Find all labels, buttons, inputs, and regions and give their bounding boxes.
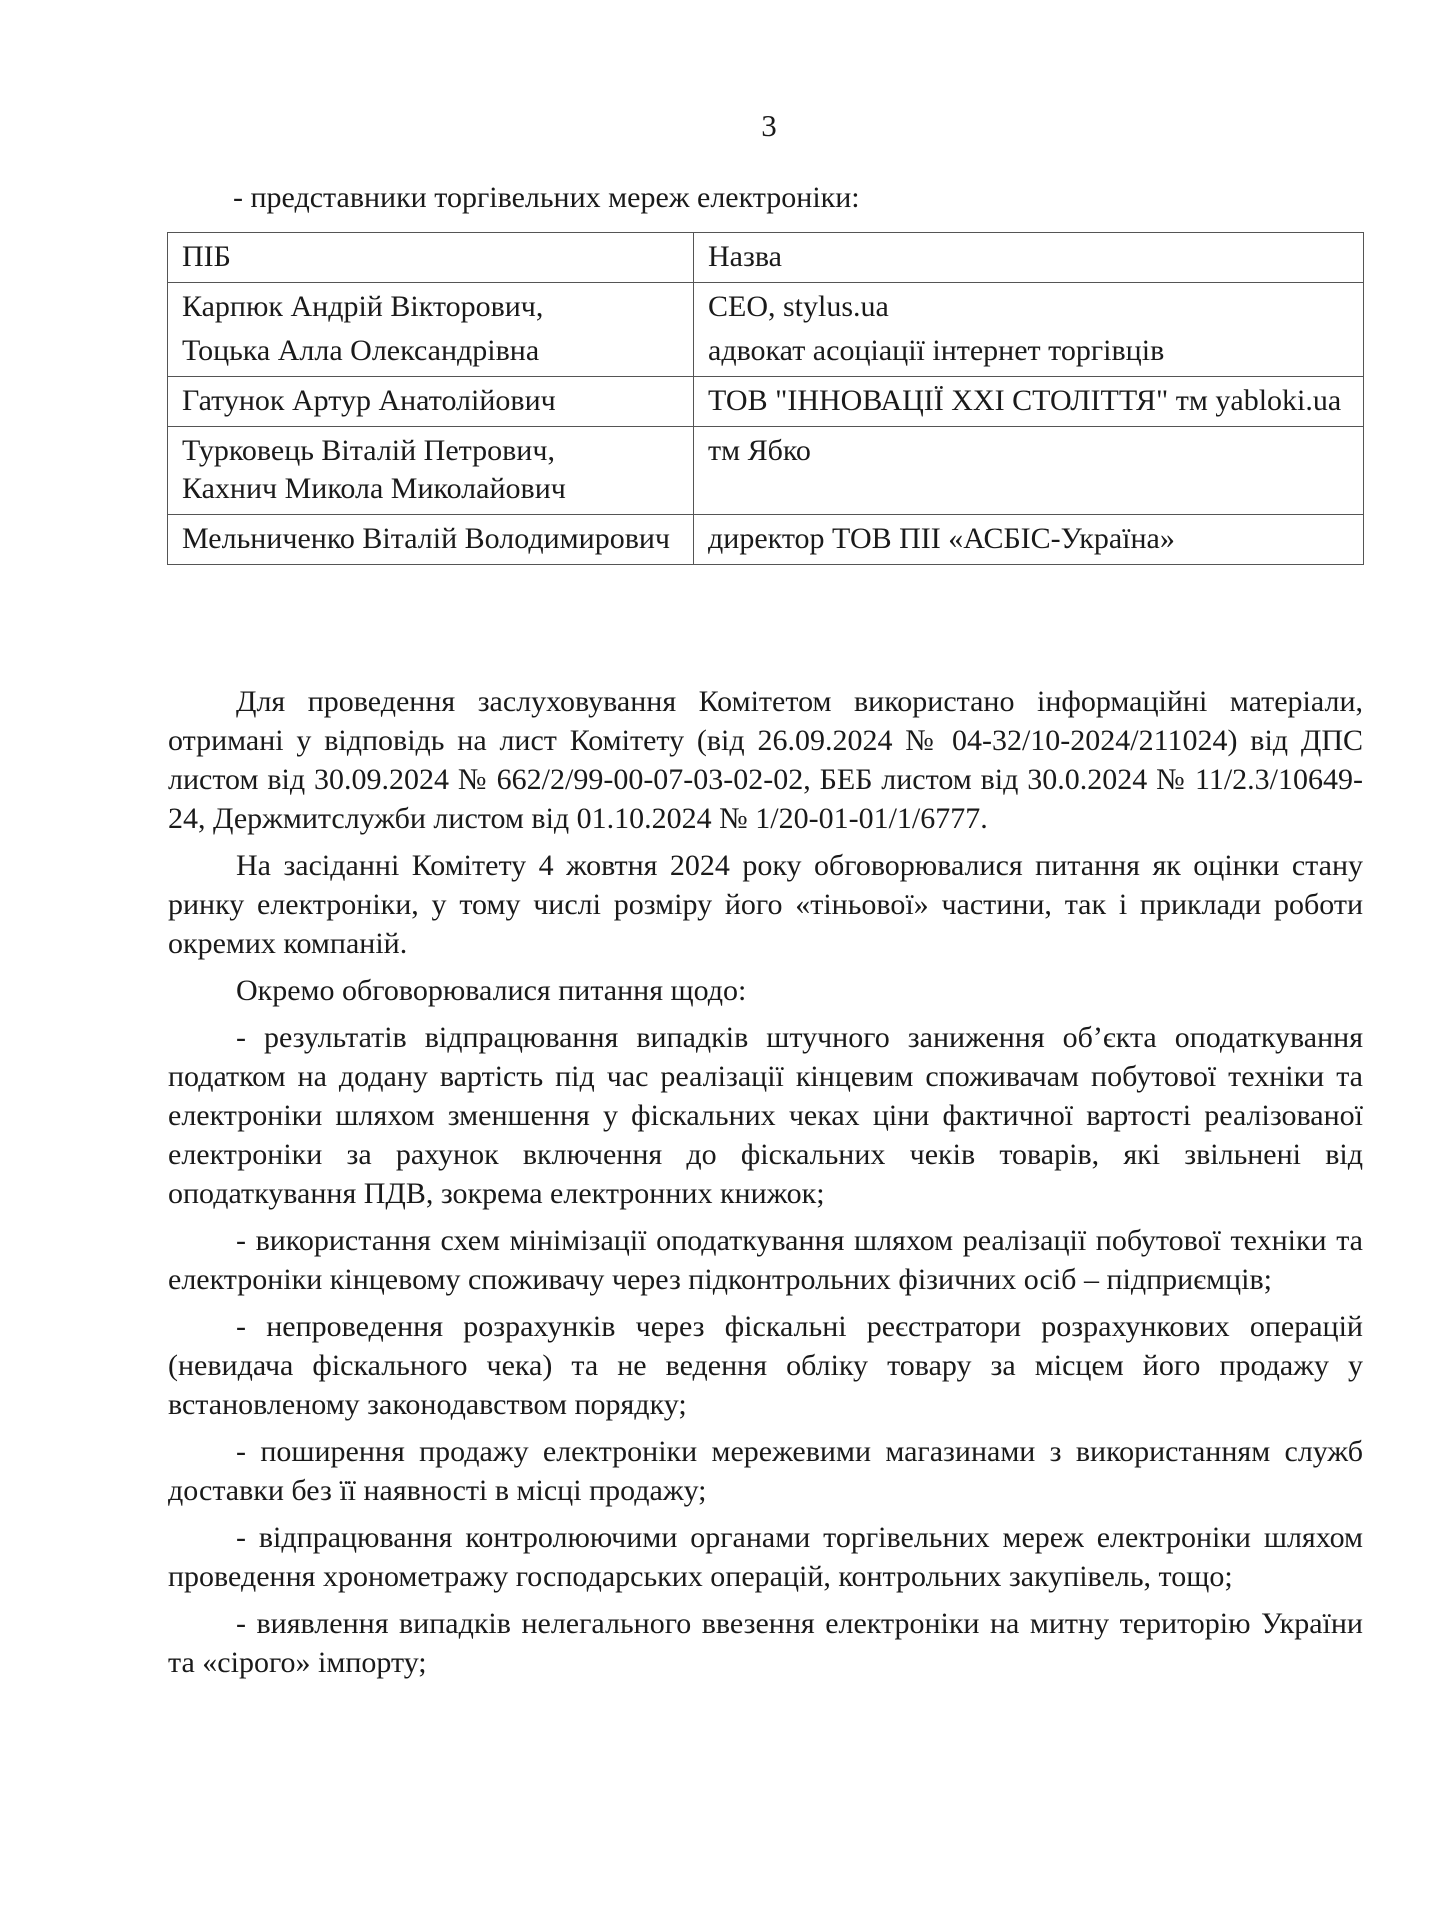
table-header-row <box>168 233 1364 283</box>
person-name: Кахнич Микола Миколайович <box>182 472 566 505</box>
org-name: CEO, stylus.ua <box>708 290 889 323</box>
header-org: Назва <box>694 233 1364 283</box>
org-name: тм Ябко <box>708 434 811 467</box>
paragraph-sources: Для проведення заслуховування Комітетом використано інформаційні матеріали, отримані у відповідь на лист Комітету (від 26.09.2024 № 04-32/10-2024/211024) від ДПС листом від 30.09.2024 № 662/2/99-00-07-03-02-02, БЕБ листом від 30.0.2024 № 11/2.3/10649-24, Держмитслужби листом від 01.10.2024 № 1/20-01-01/1/6777. <box>168 685 1363 835</box>
person-name: Мельниченко Віталій Володимирович <box>182 522 671 555</box>
table-cell-names <box>168 377 694 427</box>
header-name: ПІБ <box>168 233 694 283</box>
document-body <box>168 682 1363 1690</box>
paragraph-separately: Окремо обговорювалися питання щодо: <box>236 974 747 1007</box>
page-number: 3 <box>761 108 777 143</box>
person-name: Карпюк Андрій Вікторович, <box>182 290 544 323</box>
list-item: - непроведення розрахунків через фіскальні реєстратори розрахункових операцій (невидача фіскального чека) та не ведення обліку товару за місцем його продажу у встановленому законодавством порядку; <box>168 1310 1363 1421</box>
list-item: - використання схем мінімізації оподаткування шляхом реалізації побутової техніки та електроніки кінцевому споживачу через підконтрольних фізичних осіб – підприємців; <box>168 1224 1363 1296</box>
representatives-table <box>167 232 1364 565</box>
table-cell-names <box>168 515 694 565</box>
table-row <box>168 427 1364 515</box>
table-cell-orgs <box>694 283 1364 377</box>
paragraph-meeting: На засіданні Комітету 4 жовтня 2024 року обговорювалися питання як оцінки стану ринку електроніки, у тому числі розміру його «тіньової» частини, так і приклади роботи окремих компаній. <box>168 849 1363 960</box>
person-name: Турковець Віталій Петрович, <box>182 434 555 467</box>
person-name: Гатунок Артур Анатолійович <box>182 384 556 417</box>
table-cell-orgs <box>694 427 1364 515</box>
list-item: - результатів відпрацювання випадків штучного заниження об’єкта оподаткування податком на додану вартість під час реалізації кінцевим споживачам побутової техніки та електроніки шляхом зменшення у фіскальних чеках ціни фактичної вартості реалізованої електроніки за рахунок включення до фіскальних чеків товарів, які звільнені від оподаткування ПДВ, зокрема електронних книжок; <box>168 1021 1363 1210</box>
table-cell-names <box>168 283 694 377</box>
org-name: директор ТОВ ПІІ «АСБІС-Україна» <box>708 522 1175 555</box>
person-name: Тоцька Алла Олександрівна <box>182 334 540 367</box>
org-name: ТОВ "ІННОВАЦІЇ XXI СТОЛІТТЯ" тм yabloki.ua <box>708 384 1342 417</box>
list-item: - виявлення випадків нелегального ввезення електроніки на митну територію України та «сірого» імпорту; <box>168 1607 1363 1679</box>
table-cell-orgs <box>694 377 1364 427</box>
table-row <box>168 283 1364 377</box>
table-cell-orgs <box>694 515 1364 565</box>
list-item: - відпрацювання контролюючими органами торгівельних мереж електроніки шляхом проведення хронометражу господарських операцій, контрольних закупівель, тощо; <box>168 1521 1363 1593</box>
table-row <box>168 515 1364 565</box>
org-name: адвокат асоціації інтернет торгівців <box>708 334 1165 367</box>
intro-line: - представники торгівельних мереж електроніки: <box>233 181 860 214</box>
list-item: - поширення продажу електроніки мережевими магазинами з використанням служб доставки без її наявності в місці продажу; <box>168 1435 1363 1507</box>
table-row <box>168 377 1364 427</box>
table-cell-names <box>168 427 694 515</box>
